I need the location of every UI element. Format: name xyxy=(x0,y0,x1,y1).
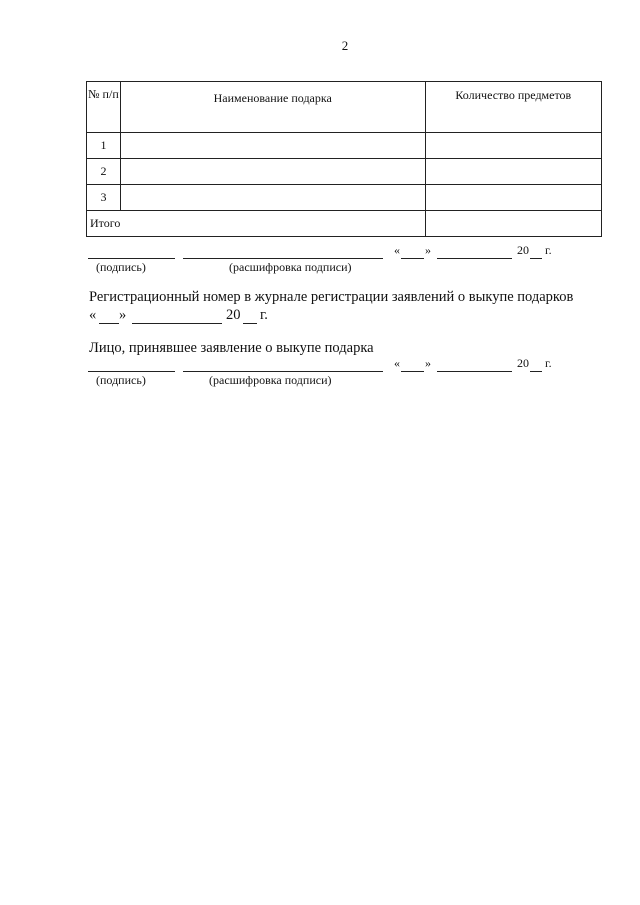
reg-month-line[interactable] xyxy=(132,323,222,324)
receiver-decoding-caption: (расшифровка подписи) xyxy=(209,373,332,387)
receiver-month-line[interactable] xyxy=(437,371,512,372)
open-quote: « xyxy=(394,243,400,257)
gift-qty-cell[interactable] xyxy=(425,159,601,185)
gift-qty-cell[interactable] xyxy=(425,133,601,159)
receiver-open-quote: « xyxy=(394,356,400,370)
gift-name-cell[interactable] xyxy=(120,133,425,159)
gift-name-cell[interactable] xyxy=(120,159,425,185)
page-number: 2 xyxy=(341,38,349,53)
table-row xyxy=(87,185,602,211)
reg-close-quote: » xyxy=(119,307,127,323)
receiver-year-suffix: г. xyxy=(545,356,552,370)
row-index: 1 xyxy=(87,133,121,159)
receiver-year-line[interactable] xyxy=(530,371,542,372)
reg-year-suffix: г. xyxy=(260,307,268,323)
reg-year-line[interactable] xyxy=(243,323,257,324)
gifts-table xyxy=(86,81,602,237)
table-row xyxy=(87,159,602,185)
decoding-caption: (расшифровка подписи) xyxy=(229,260,352,274)
signature-line[interactable] xyxy=(88,258,175,259)
year-suffix: г. xyxy=(545,243,552,257)
gift-qty-cell[interactable] xyxy=(425,185,601,211)
row-index: 3 xyxy=(87,185,121,211)
year-line[interactable] xyxy=(530,258,542,259)
receiver-year-prefix: 20 xyxy=(517,356,529,370)
reg-day-line[interactable] xyxy=(99,323,119,324)
table-header-row xyxy=(87,82,602,133)
receiver-close-quote: » xyxy=(425,356,431,370)
receiver-signature-line[interactable] xyxy=(88,371,175,372)
receiver-day-line[interactable] xyxy=(401,371,424,372)
reg-year-prefix: 20 xyxy=(226,307,241,323)
total-qty-cell[interactable] xyxy=(425,211,601,237)
day-line[interactable] xyxy=(401,258,424,259)
header-num: № п/п xyxy=(87,82,121,133)
header-quantity: Количество предметов xyxy=(425,82,601,133)
decoding-line[interactable] xyxy=(183,258,383,259)
table-row xyxy=(87,133,602,159)
header-gift-name: Наименование подарка xyxy=(120,82,425,133)
year-prefix: 20 xyxy=(517,243,529,257)
reg-open-quote: « xyxy=(89,307,97,323)
table-total-row xyxy=(87,211,602,237)
signature-caption: (подпись) xyxy=(96,260,146,274)
gift-name-cell[interactable] xyxy=(120,185,425,211)
receiver-signature-caption: (подпись) xyxy=(96,373,146,387)
total-label: Итого xyxy=(87,211,426,237)
close-quote: » xyxy=(425,243,431,257)
receiver-text: Лицо, принявшее заявление о выкупе подарка xyxy=(89,340,374,356)
registration-text: Регистрационный номер в журнале регистрации заявлений о выкупе подарков xyxy=(89,289,574,305)
month-line[interactable] xyxy=(437,258,512,259)
receiver-decoding-line[interactable] xyxy=(183,371,383,372)
row-index: 2 xyxy=(87,159,121,185)
